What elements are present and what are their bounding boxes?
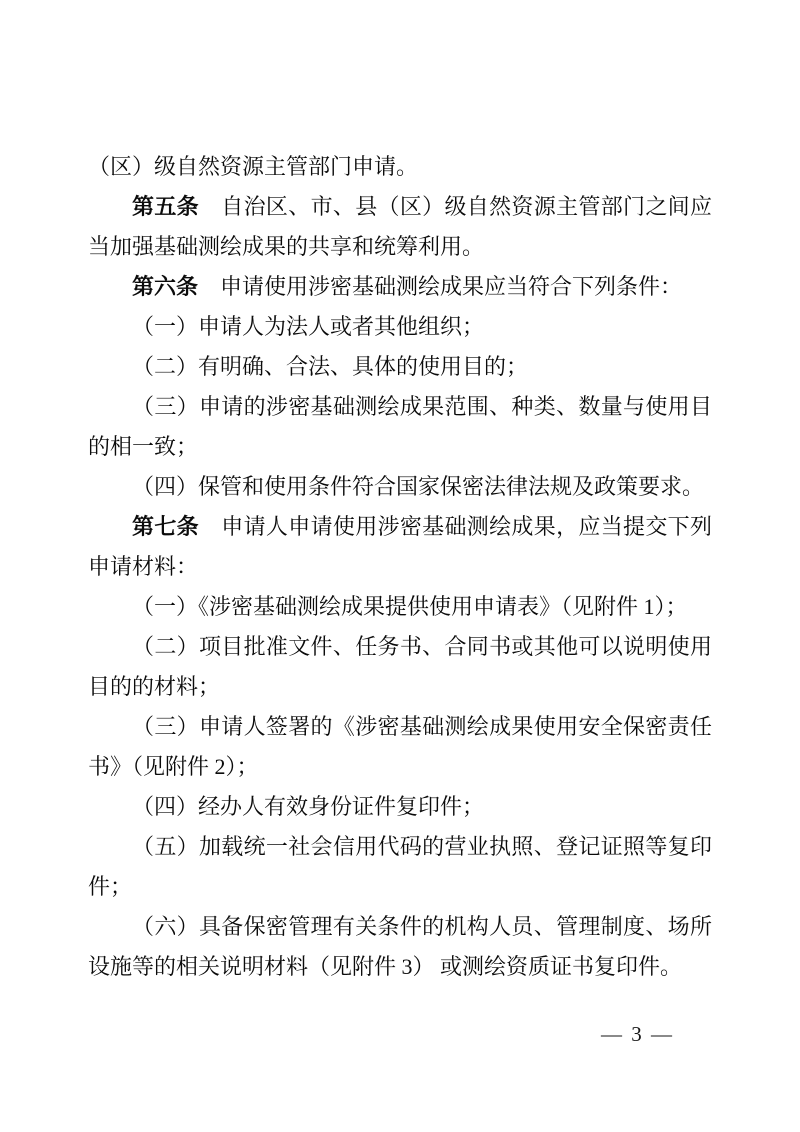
text-line [88,227,712,267]
text-line [88,907,712,947]
text-line [88,547,712,587]
text-line [88,587,712,627]
line-text: 设施等的相关说明材料（见附件 3） 或测绘资质证书复印件。 [88,954,683,979]
page-number-text: — 3 — [601,1022,674,1046]
line-text: （四）保管和使用条件符合国家保密法律法规及政策要求。 [132,474,705,499]
line-text: 书》（见附件 2）； [88,754,259,779]
text-line [88,387,712,427]
text-line [88,347,712,387]
text-line [88,467,712,507]
line-text: 的相一致； [88,434,199,459]
line-text: 申请人申请使用涉密基础测绘成果，应当提交下列 [198,514,712,539]
line-text: 当加强基础测绘成果的共享和统筹利用。 [88,234,485,259]
text-line [88,627,712,667]
page-number [601,1014,674,1054]
line-text: （六）具备保密管理有关条件的机构人员、管理制度、场所 [132,914,712,939]
line-text: （三）申请人签署的《涉密基础测绘成果使用安全保密责任 [132,714,712,739]
article-number: 第七条 [132,514,199,539]
document-body [88,147,712,987]
text-line [88,267,712,307]
text-line [88,947,712,987]
text-line [88,507,712,547]
line-text: （三）申请的涉密基础测绘成果范围、种类、数量与使用目 [132,394,712,419]
line-text: 目的的材料； [88,674,221,699]
article-number: 第五条 [132,194,199,219]
text-line [88,867,712,907]
line-text: （一）申请人为法人或者其他组织； [132,314,485,339]
line-text: 申请材料： [88,554,199,579]
text-line [88,147,712,187]
line-text: （四）经办人有效身份证件复印件； [132,794,485,819]
text-line [88,787,712,827]
text-line [88,667,712,707]
text-line [88,187,712,227]
text-line [88,747,712,787]
line-text: （二）项目批准文件、任务书、合同书或其他可以说明使用 [132,634,712,659]
article-number: 第六条 [132,274,199,299]
text-line [88,307,712,347]
line-text: （五）加载统一社会信用代码的营业执照、登记证照等复印 [132,834,712,859]
text-line [88,827,712,867]
line-text: 申请使用涉密基础测绘成果应当符合下列条件： [198,274,683,299]
line-text: 件； [88,874,133,899]
line-text: （二）有明确、合法、具体的使用目的； [132,354,529,379]
line-text: （区）级自然资源主管部门申请。 [88,154,419,179]
text-line [88,707,712,747]
line-text: 自治区、市、县（区）级自然资源主管部门之间应 [198,194,712,219]
text-line [88,427,712,467]
line-text: （一）《涉密基础测绘成果提供使用申请表》（见附件 1）； [132,594,688,619]
